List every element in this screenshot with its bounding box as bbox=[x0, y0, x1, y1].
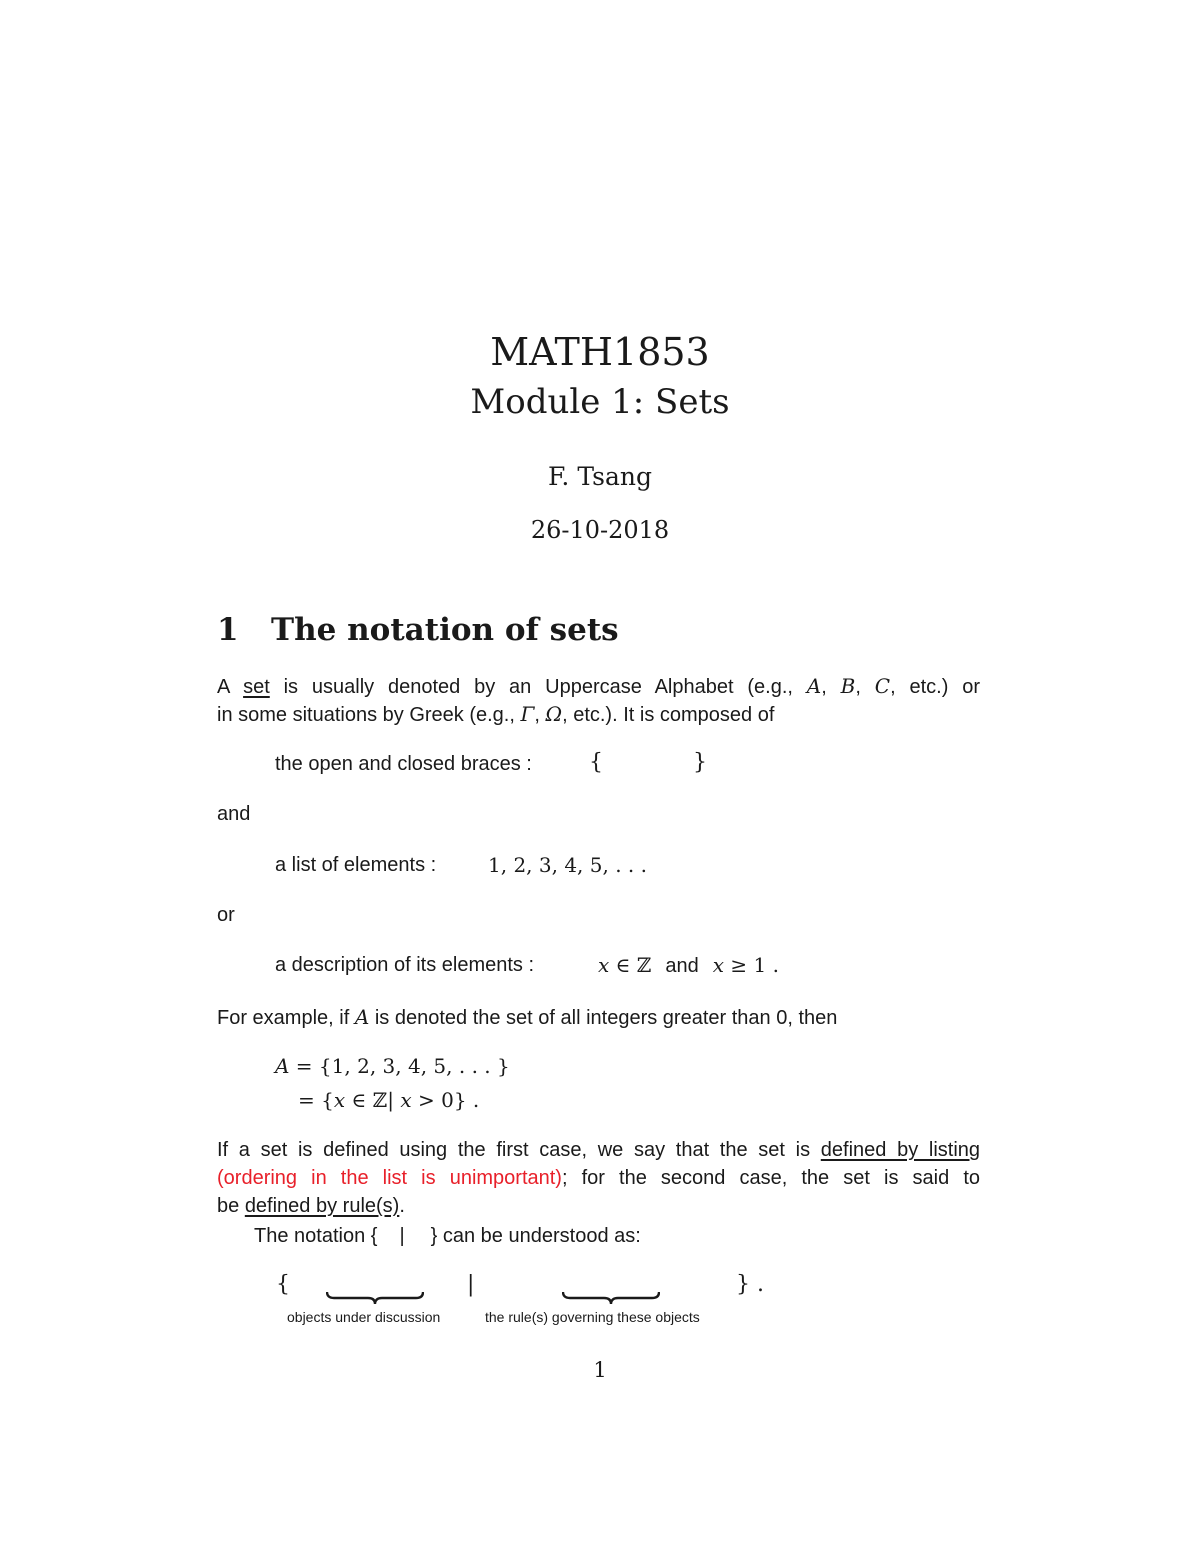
close-brace: } bbox=[693, 750, 707, 775]
description-formula: x ∈ ℤ and x ≥ 1 . bbox=[598, 953, 779, 977]
and-word: and bbox=[217, 803, 251, 825]
date: 26-10-2018 bbox=[530, 516, 670, 544]
page-number: 1 bbox=[593, 1358, 607, 1382]
underbrace-rules-icon bbox=[562, 1290, 660, 1306]
definition-line-1: If a set is defined using the first case, we say that the set is defined by listing bbox=[217, 1139, 981, 1161]
author: F. Tsang bbox=[547, 462, 653, 491]
term-defined-by-listing: defined by listing bbox=[820, 1139, 981, 1161]
section-number: 1 bbox=[217, 612, 239, 648]
notation-close-brace: } . bbox=[736, 1272, 764, 1297]
braces-label: the open and closed braces : bbox=[275, 753, 532, 775]
equation-rule: = {x ∈ ℤ| x > 0} . bbox=[298, 1088, 480, 1112]
equation-listing: A = {1, 2, 3, 4, 5, . . . } bbox=[275, 1054, 510, 1078]
course-title: MATH1853 bbox=[490, 330, 710, 374]
module-title: Module 1: Sets bbox=[470, 382, 730, 422]
ordering-note: (ordering in the list is unimportant) bbox=[217, 1167, 562, 1189]
or-word: or bbox=[217, 904, 235, 926]
underbrace-objects-icon bbox=[326, 1290, 424, 1306]
intro-line-1: A set is usually denoted by an Uppercase Alphabet (e.g., A, B, C, etc.) or bbox=[217, 674, 980, 698]
example-sentence: For example, if A is denoted the set of all integers greater than 0, then bbox=[217, 1005, 838, 1029]
intro-line-2: in some situations by Greek (e.g., Γ, Ω, etc.). It is composed of bbox=[217, 702, 775, 726]
list-value: 1, 2, 3, 4, 5, . . . bbox=[488, 853, 647, 877]
notation-bar: | bbox=[467, 1272, 475, 1297]
definition-line-3: be defined by rule(s). bbox=[217, 1195, 405, 1217]
notation-open-brace: { bbox=[276, 1272, 290, 1297]
section-title: The notation of sets bbox=[271, 612, 619, 648]
label-rules: the rule(s) governing these objects bbox=[485, 1309, 700, 1325]
open-brace: { bbox=[589, 750, 603, 775]
section-heading bbox=[217, 612, 619, 648]
term-defined-by-rules: defined by rule(s) bbox=[244, 1195, 400, 1217]
label-objects: objects under discussion bbox=[287, 1309, 441, 1325]
list-label: a list of elements : bbox=[275, 854, 437, 876]
definition-line-2: (ordering in the list is unimportant); for the second case, the set is said to bbox=[217, 1167, 980, 1189]
term-set: set bbox=[243, 676, 270, 698]
notation-line: The notation { | } can be understood as: bbox=[254, 1225, 641, 1247]
description-label: a description of its elements : bbox=[275, 954, 535, 976]
